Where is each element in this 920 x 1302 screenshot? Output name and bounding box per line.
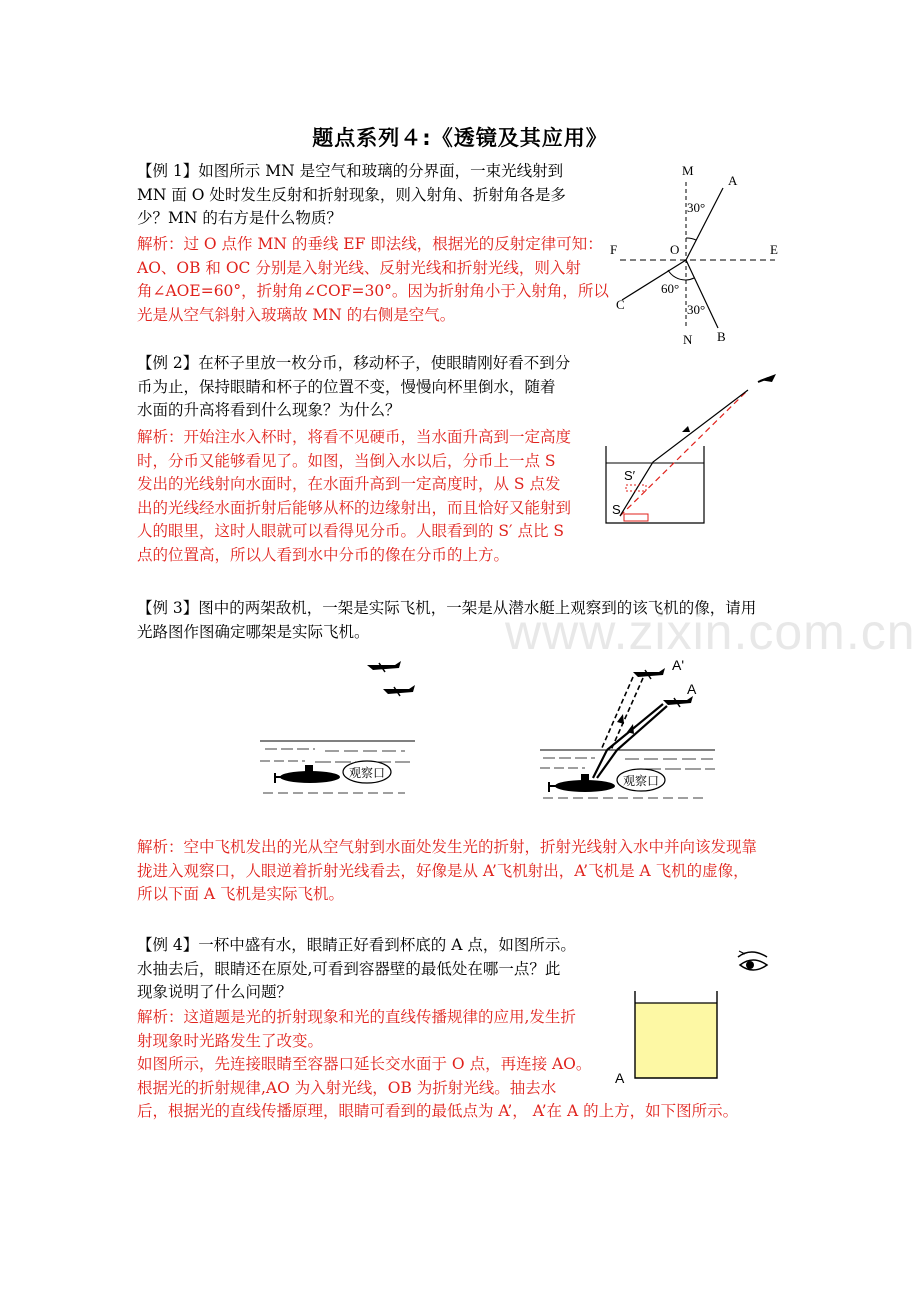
page-title: 题点系列４:《透镜及其应用》 xyxy=(312,126,608,150)
example-2-answer xyxy=(137,426,571,567)
label-A: A xyxy=(615,1070,625,1086)
plane-A-prime xyxy=(633,668,665,679)
label-C: C xyxy=(616,297,625,312)
watermark: www.zixin.com.cn xyxy=(505,604,916,660)
observation-window-label: 观察口 xyxy=(622,774,660,788)
example-2-answer-line: 解析：开始注水入杯时，将看不见硬币，当水面升高到一定高度 xyxy=(137,428,572,446)
example-1-answer-line: AO、OB 和 OC 分别是入射光线、反射光线和折射光线，则入射 xyxy=(137,258,581,277)
label-N: N xyxy=(683,332,693,347)
angle-label-top: 30° xyxy=(687,200,706,215)
example-2-answer-line: 出的光线经水面折射后能够从杯的边缘射出，而且恰好又能射到 xyxy=(137,498,572,517)
example-1-answer-line: 光是从空气斜射入玻璃故 MN 的右侧是空气。 xyxy=(137,305,456,324)
label-S-prime: S′ xyxy=(624,468,636,483)
example-3-figure-left xyxy=(255,655,420,805)
label-F: F xyxy=(610,242,618,257)
plane-lower xyxy=(383,685,415,696)
label-A: A xyxy=(728,173,738,188)
angle-label-bottom: 30° xyxy=(687,302,706,317)
example-4-question-line: 水抽去后，眼睛还在原处,可看到容器壁的最低处在哪一点？此 xyxy=(137,959,561,978)
example-1-answer-line: 角∠AOE=60°，折射角∠COF=30°。因为折射角小于入射角，所以 xyxy=(137,282,609,300)
angle-label-left: 60° xyxy=(661,281,680,296)
example-2-question-line: 币为止，保持眼睛和杯子的位置不变，慢慢向杯里倒水，随着 xyxy=(137,377,556,396)
example-2-answer-line: 发出的光线射向水面时，在水面升高到一定高度时，从 S 点发 xyxy=(137,475,561,493)
example-4-answer-line: 后，根据光的直线传播原理，眼睛可看到的最低点为 A’， A’在 A 的上方，如下图所示。 xyxy=(137,1102,739,1120)
example-1-question-line: 少？MN 的右方是什么物质？ xyxy=(137,209,342,227)
example-2-question-line: 【例 2】在杯子里放一枚分币，移动杯子，使眼睛刚好看不到分 xyxy=(137,354,571,372)
label-M: M xyxy=(682,163,694,178)
example-1-answer-line: 解析：过 O 点作 MN 的垂线 EF 即法线，根据光的反射定律可知： xyxy=(137,235,603,253)
label-A-prime: A' xyxy=(672,657,685,673)
submarine xyxy=(275,765,340,783)
example-4-question-line: 现象说明了什么问题？ xyxy=(137,983,293,1001)
example-3-answer xyxy=(137,836,757,907)
label-O: O xyxy=(670,242,680,257)
example-3-figure-right xyxy=(535,650,720,805)
example-4-answer-line: 射现象时光路发生了改变。 xyxy=(137,1031,324,1050)
water-fill xyxy=(635,1003,717,1078)
example-1-answer xyxy=(137,233,609,327)
example-3-answer-line: 拢进入观察口，人眼逆着折射光线看去，好像是从 A’飞机射出，A’飞机是 A 飞机的虚像， xyxy=(137,861,749,880)
example-4-question xyxy=(137,934,576,1005)
example-2-answer-line: 点的位置高，所以人看到水中分币的像在分币的上方。 xyxy=(137,545,510,564)
submarine xyxy=(549,774,615,792)
example-3-question-line: 光路图作图确定哪架是实际飞机。 xyxy=(137,622,370,641)
example-3-answer-line: 所以下面 A 飞机是实际飞机。 xyxy=(137,885,345,903)
example-1-question xyxy=(137,160,566,231)
example-2-question-line: 水面的升高将看到什么现象？为什么？ xyxy=(137,401,401,419)
example-1-question-line: 【例 1】如图所示 MN 是空气和玻璃的分界面，一束光线射到 xyxy=(137,162,564,180)
example-3-question-line: 【例 3】图中的两架敌机，一架是实际飞机，一架是从潜水艇上观察到的该飞机的像，请用 xyxy=(137,599,757,617)
label-A: A xyxy=(687,681,697,697)
example-2-answer-line: 时，分币又能够看见了。如图，当倒入水以后，分币上一点 S xyxy=(137,451,556,470)
example-4-question-line: 【例 4】一杯中盛有水，眼睛正好看到杯底的 A 点，如图所示。 xyxy=(137,936,576,954)
eye-icon xyxy=(738,951,767,970)
example-4-answer-line: 解析：这道题是光的折射现象和光的直线传播规律的应用,发生折 xyxy=(137,1008,576,1026)
example-2-figure xyxy=(598,368,788,538)
label-S: S xyxy=(612,502,621,517)
plane-upper xyxy=(367,661,401,672)
example-3-answer-line: 解析：空中飞机发出的光从空气射到水面处发生光的折射，折射光线射入水中并向该发现靠 xyxy=(137,838,758,856)
example-4-answer-line: 根据光的折射规律,AO 为入射光线，OB 为折射光线。抽去水 xyxy=(137,1078,557,1097)
example-1-question-line: MN 面 O 处时发生反射和折射现象，则入射角、折射角各是多 xyxy=(137,185,566,204)
label-B: B xyxy=(717,329,726,344)
example-2-question xyxy=(137,352,570,423)
example-1-figure xyxy=(600,160,790,350)
example-4-answer-line: 如图所示，先连接眼睛至容器口延长交水面于 O 点，再连接 AO。 xyxy=(137,1055,592,1073)
label-E: E xyxy=(770,242,778,257)
plane-A xyxy=(663,696,693,707)
example-2-answer-line: 人的眼里，这时人眼就可以看得见分币。人眼看到的 S′ 点比 S xyxy=(137,522,565,540)
example-4-figure xyxy=(605,945,785,1090)
observation-window-label: 观察口 xyxy=(348,766,386,780)
